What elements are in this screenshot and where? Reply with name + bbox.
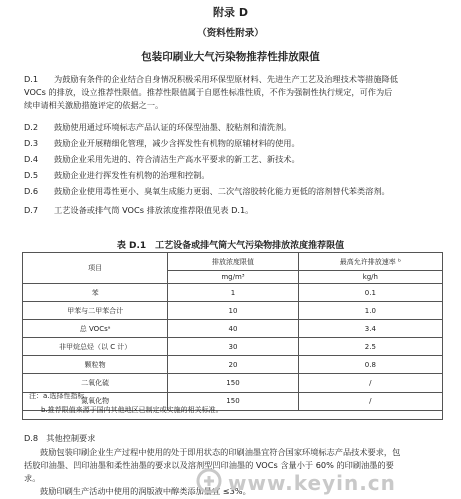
clause-d7 — [24, 204, 449, 217]
clause-number: D.6 — [24, 186, 39, 196]
table-note: b.推荐限值来源于国内其他地区已制定或实施的相关标准。 — [41, 406, 223, 414]
clause-text: 鼓励企业进行挥发性有机物的治理和控制。 — [54, 170, 210, 180]
unit-rate: kg/h — [298, 271, 442, 284]
concentration-cell: 40 — [168, 320, 298, 338]
rate-cell: 0.1 — [298, 284, 442, 302]
clause-text: 鼓励企业采用先进的、符合清洁生产高水平要求的新工艺、新技术。 — [54, 154, 300, 164]
concentration-cell: 10 — [168, 302, 298, 320]
clause-text: 鼓励使用通过环境标志产品认证的环保型油墨、胶粘剂和清洗剂。 — [54, 122, 292, 132]
concentration-cell: 30 — [168, 338, 298, 356]
concentration-cell: 150 — [168, 374, 298, 392]
paragraph-line: 括胶印油墨、凹印油墨和柔性油墨的要求以及溶剂型凹印油墨的 VOCs 含量小于 60% 的印刷油墨的要 — [24, 460, 394, 470]
column-header-item: 项目 — [23, 253, 168, 284]
clause-number: D.7 — [24, 205, 39, 215]
pollutant-cell: 非甲烷总烃（以 C 计） — [23, 338, 168, 356]
table-caption: 表 D.1 工艺设备或排气筒大气污染物排放浓度推荐限值 — [116, 241, 345, 251]
clause-number: D.2 — [24, 122, 39, 132]
clause-text: 鼓励企业开展精细化管理，减少含挥发性有机物的原辅材料的使用。 — [54, 138, 300, 148]
pollutant-cell: 甲苯与二甲苯合计 — [23, 302, 168, 320]
clause-text: 工艺设备或排气筒 VOCs 排放浓度推荐限值见表 D.1。 — [54, 205, 254, 215]
concentration-cell: 1 — [168, 284, 298, 302]
column-header-concentration: 排放浓度限值 — [168, 253, 298, 271]
table-row — [23, 302, 443, 320]
clause-d6 — [24, 185, 449, 198]
watermark-text: www.keyin.cn — [228, 471, 396, 495]
rate-cell: / — [298, 374, 442, 392]
appendix-type: （资料性附录） — [197, 28, 264, 39]
clause-text: 鼓励企业使用毒性更小、臭氧生成能力更弱、二次气溶胶转化能力更低的溶剂替代苯类溶剂。 — [54, 186, 390, 196]
paragraph-line: 鼓励包装印刷企业生产过程中使用的处于即用状态的印刷油墨宜符合国家环境标志产品技术要求，包 — [40, 447, 401, 457]
unit-concentration: mg/m³ — [168, 271, 298, 284]
table-row — [23, 284, 443, 302]
appendix-label: 附录 D — [213, 6, 248, 19]
rate-cell: 3.4 — [298, 320, 442, 338]
paragraph-line: 求。 — [24, 473, 41, 483]
concentration-cell: 20 — [168, 356, 298, 374]
paragraph-line: VOCs 的排放，设立推荐性限值。推荐性限值属于自愿性标准性质，不作为强制性执行规定，可作为后 — [24, 87, 393, 97]
pollutant-cell: 颗粒物 — [23, 356, 168, 374]
table-header-row — [23, 253, 443, 271]
concentration-cell: 150 — [168, 392, 298, 410]
section-heading-d8: D.8 其他控制要求 — [24, 433, 96, 443]
clause-d4 — [24, 153, 449, 166]
page-title: 包装印刷业大气污染物推荐性排放限值 — [141, 51, 320, 63]
table-row — [23, 320, 443, 338]
clause-number: D.3 — [24, 138, 39, 148]
table-row — [23, 338, 443, 356]
pollutant-cell: 总 VOCsᵃ — [23, 320, 168, 338]
clause-number: D.5 — [24, 170, 39, 180]
rate-cell: 2.5 — [298, 338, 442, 356]
paragraph-line: 续申请相关激励措施评定的依据之一。 — [24, 100, 164, 110]
paragraph-line: 鼓励印刷生产活动中使用的润版液中醇类添加量宜 ≤3%。 — [40, 486, 251, 496]
paragraph-line: 为鼓励有条件的企业结合自身情况积极采用环保型原材料、先进生产工艺及治理技术等措施降低 — [54, 74, 398, 84]
pollutant-cell: 二氧化硫 — [23, 374, 168, 392]
table-row — [23, 356, 443, 374]
rate-cell: / — [298, 392, 442, 410]
pollutant-cell: 苯 — [23, 284, 168, 302]
rate-cell: 1.0 — [298, 302, 442, 320]
clause-d5 — [24, 169, 449, 182]
table-notes — [22, 388, 443, 420]
clause-number: D.4 — [24, 154, 39, 164]
rate-cell: 0.8 — [298, 356, 442, 374]
watermark-logo-icon — [196, 468, 222, 494]
clause-d3 — [24, 137, 449, 150]
limits-table — [22, 252, 443, 411]
column-header-rate: 最高允许排放速率 ᵇ — [298, 253, 442, 271]
paragraph-d1 — [24, 73, 449, 86]
pollutant-cell: 氮氧化物 — [23, 392, 168, 410]
clause-number: D.1 — [24, 74, 39, 84]
clause-d2 — [24, 121, 449, 134]
table-note: 注：a.选择性指标。 — [29, 392, 92, 400]
